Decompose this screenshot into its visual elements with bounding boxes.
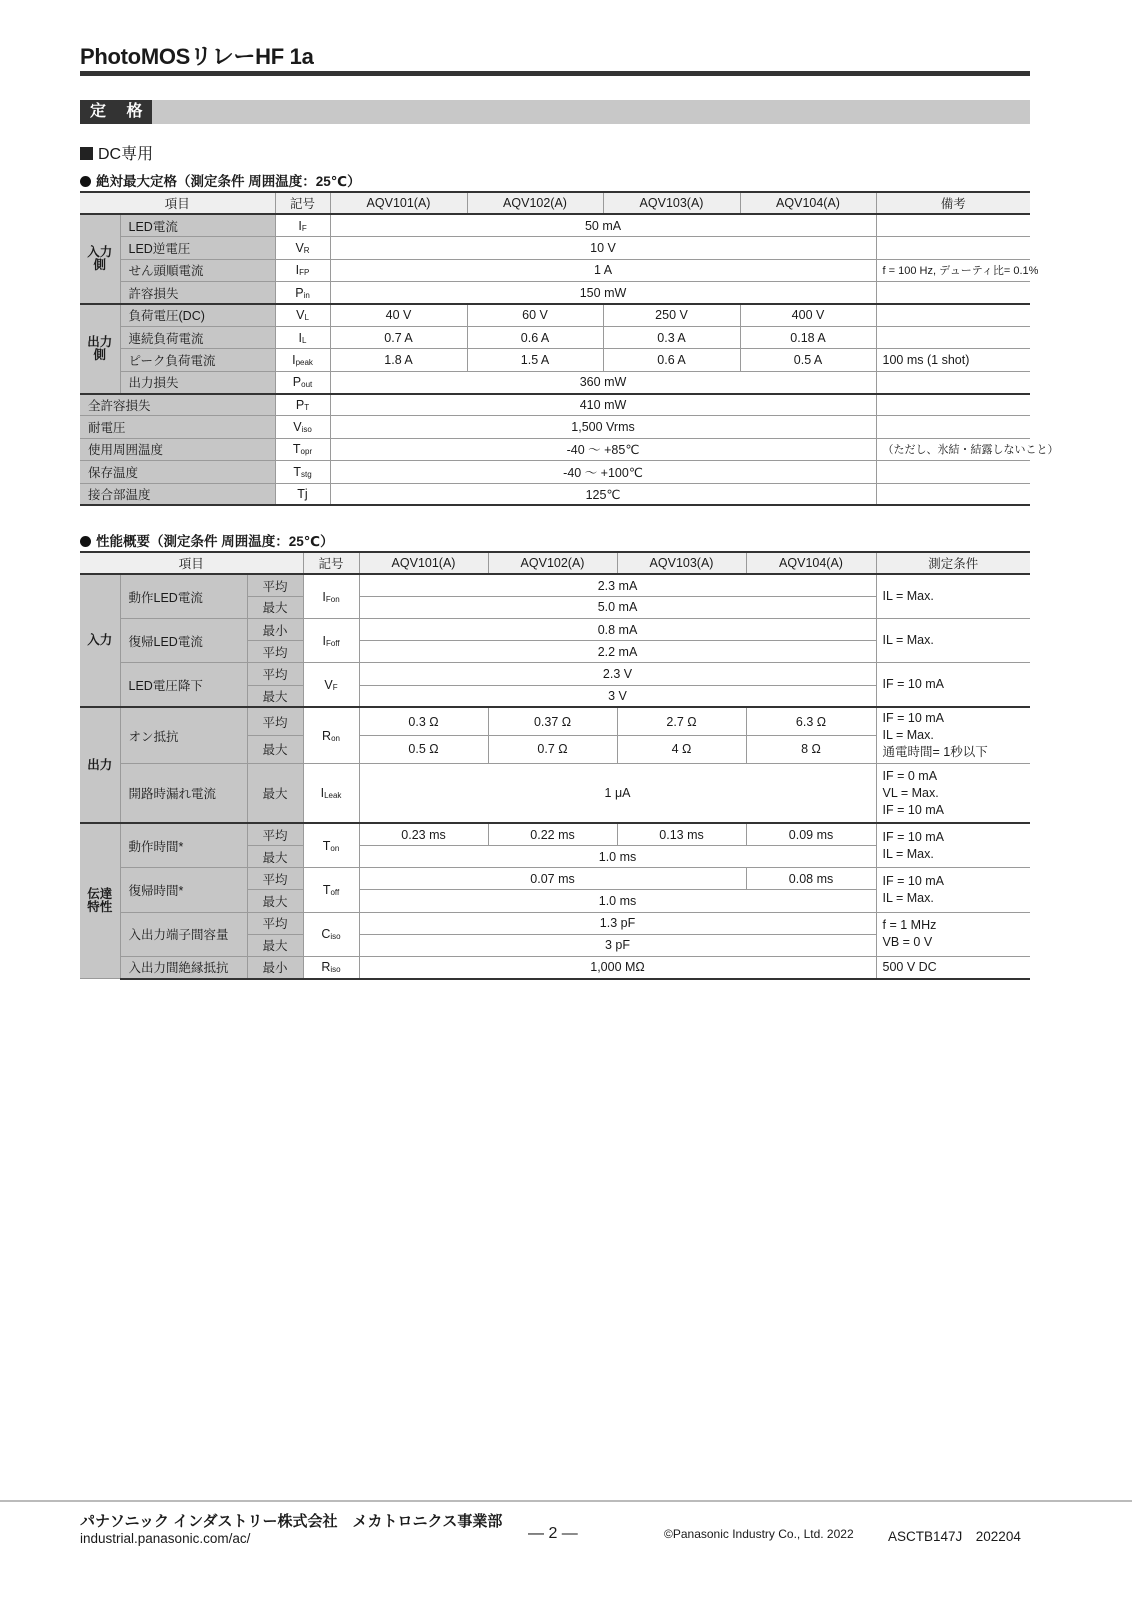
symbol-main: P [292,375,302,390]
qualifier-cell: 最小 [247,619,303,641]
table-row [80,912,1030,934]
table-header-row [80,552,1030,574]
value-cell: 0.22 ms [488,823,617,845]
symbol-subscript: off [330,887,340,897]
qualifier-cell: 平均 [247,574,303,596]
table-row [80,461,1030,483]
symbol-main: T [292,442,301,457]
symbol-cell [275,416,330,438]
header-cell: AQV104(A) [746,552,876,574]
condition-line: IF = 10 mA [882,802,944,817]
symbol-main: I [295,263,300,278]
item-label: 入出力間絶縁抵抗 [120,956,247,978]
page-number: — 2 — [528,1525,578,1542]
qualifier-cell: 最大 [247,735,303,763]
table-row [80,326,1030,348]
header-cell: 測定条件 [876,552,1030,574]
symbol-subscript: F [301,223,307,233]
condition-line: IF = 0 mA [882,768,938,783]
item-label: 保存温度 [80,461,275,483]
header-cell: 記号 [275,192,330,214]
table-row [80,956,1030,978]
value-cell: 1.0 ms [359,890,876,912]
subsection-heading [80,141,153,164]
header-cell: AQV103(A) [617,552,746,574]
note-cell [876,214,1030,236]
symbol-cell [303,707,359,763]
symbol-cell [303,912,359,956]
footer-company: パナソニック インダストリー株式会社 メカトロニクス事業部 [80,1513,503,1530]
header-cell: AQV101(A) [330,192,467,214]
symbol-subscript: peak [295,357,313,367]
note-cell [876,237,1030,259]
footer-rule [0,1500,1132,1502]
item-label: LED電圧降下 [120,663,247,707]
value-cell: 0.6 A [467,326,603,348]
condition-cell [876,912,1030,956]
table-row [80,574,1030,596]
item-label: 許容損失 [120,282,275,304]
value-cell: 360 mW [330,371,876,393]
group-label: 出力側 [80,304,120,394]
symbol-main: Tj [297,487,308,502]
note-cell [876,416,1030,438]
value-cell: 0.09 ms [746,823,876,845]
symbol-main: C [321,927,331,942]
value-cell: 60 V [467,304,603,326]
table-row [80,619,1030,641]
value-cell: 125℃ [330,483,876,505]
condition-cell [876,763,1030,823]
symbol-main: I [322,589,326,604]
header-cell: 備考 [876,192,1030,214]
value-cell: 250 V [603,304,740,326]
symbol-cell [275,438,330,460]
value-cell: 150 mW [330,282,876,304]
header-cell: 記号 [303,552,359,574]
note-cell [876,461,1030,483]
item-label: 全許容損失 [80,394,275,416]
caption-text: 性能概要（測定条件 周囲温度：25℃） [96,534,334,549]
value-cell: 1,000 MΩ [359,956,876,978]
condition-cell [876,823,1030,867]
header-cell: AQV102(A) [488,552,617,574]
header-cell: AQV102(A) [467,192,603,214]
note-cell [876,483,1030,505]
symbol-main: I [322,633,326,648]
value-cell: 2.2 mA [359,641,876,663]
symbol-subscript: F [332,682,338,692]
value-cell: 400 V [740,304,876,326]
table-row [80,438,1030,460]
condition-cell [876,956,1030,978]
symbol-cell [303,823,359,867]
value-cell: 2.7 Ω [617,707,746,735]
value-cell: 0.3 A [603,326,740,348]
symbol-cell [275,237,330,259]
value-cell: 5.0 mA [359,596,876,618]
table-row [80,823,1030,845]
value-cell: 0.5 Ω [359,735,488,763]
value-cell: 1 A [330,259,876,281]
qualifier-cell: 最大 [247,596,303,618]
symbol-main: I [298,330,303,345]
table-row [80,214,1030,236]
table-row [80,282,1030,304]
symbol-subscript: opr [300,447,313,457]
value-cell: 4 Ω [617,735,746,763]
symbol-cell [275,371,330,393]
value-cell: 0.7 A [330,326,467,348]
condition-cell [876,574,1030,618]
table-row [80,237,1030,259]
table-row [80,416,1030,438]
value-cell: 0.8 mA [359,619,876,641]
qualifier-cell: 最大 [247,846,303,868]
item-label: LED逆電圧 [120,237,275,259]
value-cell: 0.13 ms [617,823,746,845]
symbol-subscript: L [304,313,309,323]
value-cell: 0.6 A [603,349,740,371]
table-row [80,304,1030,326]
qualifier-cell: 平均 [247,823,303,845]
absolute-max-ratings-table [80,191,1059,506]
item-label: オン抵抗 [120,707,247,763]
symbol-subscript: in [303,290,310,300]
value-cell: 1.5 A [467,349,603,371]
table-row [80,394,1030,416]
table-row [80,868,1030,890]
value-cell: 1.3 pF [359,912,876,934]
symbol-cell [275,282,330,304]
symbol-main: R [321,960,331,975]
value-cell: 2.3 mA [359,574,876,596]
condition-line: IF = 10 mA [882,829,944,844]
symbol-subscript: Fon [325,594,340,604]
qualifier-cell: 平均 [247,868,303,890]
condition-line: IF = 10 mA [882,711,944,726]
value-cell: -40 ～ +85℃ [330,438,876,460]
value-cell: 0.5 A [740,349,876,371]
header-cell: 項目 [80,192,275,214]
qualifier-cell: 最大 [247,685,303,707]
table-row [80,707,1030,735]
footer-url[interactable]: industrial.panasonic.com/ac/ [80,1531,251,1546]
table-row [80,259,1030,281]
symbol-subscript: out [301,380,313,390]
table-row [80,763,1030,823]
condition-cell [876,663,1030,707]
table-header-row [80,192,1030,214]
symbol-cell [275,326,330,348]
symbol-subscript: stg [301,469,312,479]
value-cell: 1,500 Vrms [330,416,876,438]
performance-table [80,551,1030,980]
symbol-main: V [324,677,333,692]
symbol-subscript: iso [301,425,312,435]
item-label: 負荷電圧(DC) [120,304,275,326]
value-cell: 0.7 Ω [488,735,617,763]
symbol-cell [303,619,359,663]
note-cell: 100 ms (1 shot) [876,349,1030,371]
qualifier-cell: 平均 [247,641,303,663]
symbol-subscript: Leak [324,791,342,801]
symbol-main: P [295,397,305,412]
value-cell: 410 mW [330,394,876,416]
copyright: ©Panasonic Industry Co., Ltd. 2022 [664,1527,854,1541]
item-label: ピーク負荷電流 [120,349,275,371]
symbol-cell [275,349,330,371]
table1-caption [80,170,361,190]
note-cell [876,304,1030,326]
value-cell: 2.3 V [359,663,876,685]
section-bar [80,100,1030,124]
item-label: 耐電圧 [80,416,275,438]
condition-line: IF = 10 mA [882,873,944,888]
symbol-main: I [320,786,325,801]
condition-cell [876,619,1030,663]
symbol-subscript: R [303,245,310,255]
symbol-cell [275,483,330,505]
table-row [80,349,1030,371]
title-rule [80,71,1030,76]
symbol-main: R [322,728,332,743]
symbol-subscript: FP [299,268,310,278]
symbol-main: I [298,218,302,233]
item-label: LED電流 [120,214,275,236]
page-title: PhotoMOSリレーHF 1a [80,44,314,69]
symbol-cell [303,574,359,618]
symbol-main: T [322,882,331,897]
condition-line: f = 1 MHz [882,918,937,933]
qualifier-cell: 最大 [247,934,303,956]
item-label: せん頭順電流 [120,259,275,281]
symbol-cell [275,214,330,236]
item-label: 動作時間* [120,823,247,867]
header-cell: AQV104(A) [740,192,876,214]
document-code: ASCTB147J 202204 [888,1529,1021,1544]
subsection-text: DC専用 [98,146,154,163]
item-label: 動作LED電流 [120,574,247,618]
item-label: 復帰LED電流 [120,619,247,663]
value-cell: 1.0 ms [359,846,876,868]
symbol-main: V [296,308,305,323]
value-cell: 0.3 Ω [359,707,488,735]
symbol-cell [275,304,330,326]
value-cell: 0.08 ms [746,868,876,890]
qualifier-cell: 平均 [247,707,303,735]
symbol-main: T [293,464,301,479]
value-cell: 0.37 Ω [488,707,617,735]
value-cell: 10 V [330,237,876,259]
bullet-icon [80,536,91,547]
item-label: 出力損失 [120,371,275,393]
note-cell: f = 100 Hz, デューティ比= 0.1% [876,259,1030,281]
symbol-main: I [292,352,296,367]
item-label: 接合部温度 [80,483,275,505]
item-label: 入出力端子間容量 [120,912,247,956]
header-cell: 項目 [80,552,303,574]
table-row [80,483,1030,505]
qualifier-cell: 最小 [247,956,303,978]
value-cell: 8 Ω [746,735,876,763]
condition-line: VL = Max. [882,785,939,800]
table2-caption [80,530,334,550]
qualifier-cell: 最大 [247,763,303,823]
condition-line: VB = 0 V [882,935,933,950]
caption-text: 絶対最大定格（測定条件 周囲温度：25℃） [96,174,361,189]
condition-line: IL = Max. [882,890,934,905]
item-label: 開路時漏れ電流 [120,763,247,823]
symbol-cell [303,868,359,912]
value-cell: 1 μA [359,763,876,823]
symbol-main: V [293,420,302,435]
symbol-cell [275,394,330,416]
symbol-cell [275,259,330,281]
value-cell: 3 V [359,685,876,707]
symbol-subscript: Foff [325,638,340,648]
qualifier-cell: 最大 [247,890,303,912]
note-cell [876,371,1030,393]
value-cell: 1.8 A [330,349,467,371]
symbol-subscript: iso [330,965,341,975]
note-cell [876,394,1030,416]
value-cell: 40 V [330,304,467,326]
table-row [80,371,1030,393]
group-label: 出力 [80,707,120,823]
condition-line: 通電時間= 1秒以下 [882,745,988,760]
condition-cell [876,868,1030,912]
symbol-cell [303,956,359,978]
value-cell: 50 mA [330,214,876,236]
value-cell: 0.23 ms [359,823,488,845]
symbol-cell [275,461,330,483]
item-label: 復帰時間* [120,868,247,912]
qualifier-cell: 平均 [247,663,303,685]
symbol-subscript: T [304,402,310,412]
square-bullet-icon [80,147,93,160]
note-cell: （ただし、氷結・結露しないこと） [876,438,1030,460]
symbol-cell [303,663,359,707]
group-label: 入力 [80,574,120,707]
note-cell [876,326,1030,348]
symbol-subscript: on [331,733,340,743]
symbol-main: P [295,285,304,300]
condition-line: IL = Max. [882,633,934,648]
symbol-main: V [295,240,304,255]
condition-line: IL = Max. [882,728,934,743]
symbol-main: T [322,838,331,853]
item-label: 使用周囲温度 [80,438,275,460]
value-cell: 0.18 A [740,326,876,348]
value-cell: 0.07 ms [359,868,746,890]
value-cell: 3 pF [359,934,876,956]
condition-cell [876,707,1030,763]
section-label: 定 格 [80,100,152,124]
condition-line: 500 V DC [882,959,937,974]
symbol-subscript: iso [330,932,341,942]
condition-line: IL = Max. [882,589,934,604]
bullet-icon [80,176,91,187]
condition-line: IF = 10 mA [882,677,944,692]
group-label: 伝達特性 [80,823,120,978]
symbol-cell [303,763,359,823]
note-cell [876,282,1030,304]
group-label: 入力側 [80,214,120,304]
value-cell: 6.3 Ω [746,707,876,735]
header-cell: AQV101(A) [359,552,488,574]
condition-line: IL = Max. [882,846,934,861]
qualifier-cell: 平均 [247,912,303,934]
symbol-subscript: L [302,335,307,345]
symbol-subscript: on [330,843,340,853]
item-label: 連続負荷電流 [120,326,275,348]
table-row [80,663,1030,685]
header-cell: AQV103(A) [603,192,740,214]
value-cell: -40 ～ +100℃ [330,461,876,483]
